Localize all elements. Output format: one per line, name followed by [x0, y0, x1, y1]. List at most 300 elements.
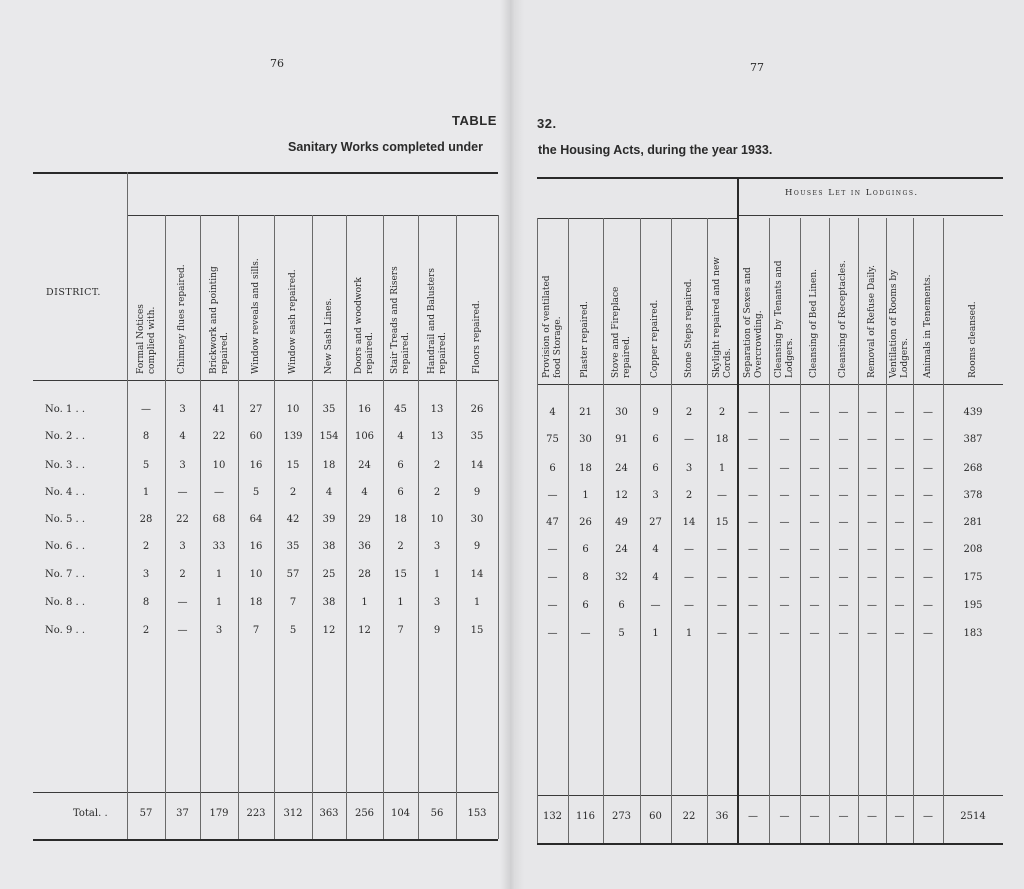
- total-top-rule-left: [33, 792, 498, 793]
- table-cell: 5: [289, 625, 297, 636]
- total-cell: —: [923, 811, 933, 822]
- table-cell: 8: [142, 431, 150, 442]
- column-divider: [671, 218, 672, 843]
- table-cell: 6: [397, 487, 404, 498]
- table-cell: 26: [470, 404, 484, 415]
- right-table-column-header: Rooms cleansed.: [967, 301, 978, 378]
- table-cell: —: [748, 407, 758, 418]
- district-row-label: No. 8 . .: [45, 597, 86, 608]
- table-cell: 2: [142, 625, 150, 636]
- table-cell: 2: [142, 541, 150, 552]
- page-number-left: 76: [270, 57, 284, 70]
- right-table-column-header: Separation of Sexes and Overcrowding.: [742, 267, 764, 378]
- table-cell: 6: [397, 460, 404, 471]
- table-cell: —: [894, 600, 905, 611]
- table-cell: 28: [139, 514, 153, 525]
- table-cell: —: [838, 463, 849, 474]
- table-cell: 29: [358, 514, 371, 525]
- table-cell: —: [809, 517, 820, 528]
- table-cell: —: [779, 517, 790, 528]
- table-cell: 27: [249, 404, 263, 415]
- table-cell: —: [580, 628, 591, 639]
- table-cell: —: [867, 600, 877, 611]
- total-cell: 2514: [960, 811, 986, 822]
- table-cell: 2: [685, 490, 693, 501]
- district-row-label: No. 9 . .: [45, 625, 86, 636]
- table-cell: 6: [618, 600, 625, 611]
- table-cell: —: [717, 600, 727, 611]
- table-cell: 3: [179, 404, 186, 415]
- table-cell: 22: [212, 431, 226, 442]
- table-cell: —: [779, 490, 790, 501]
- table-cell: 35: [470, 431, 484, 442]
- table-cell: 16: [249, 541, 263, 552]
- table-cell: 3: [179, 460, 186, 471]
- table-cell: —: [141, 404, 151, 415]
- table-cell: —: [867, 544, 877, 555]
- page-number-right: 77: [750, 61, 764, 74]
- table-cell: 9: [473, 487, 481, 498]
- table-cell: 2: [685, 407, 693, 418]
- right-table-column-header: Cleansing of Receptacles.: [838, 260, 849, 378]
- table-cell: 26: [579, 517, 592, 528]
- table-cell: 38: [322, 541, 336, 552]
- table-cell: —: [838, 407, 849, 418]
- table-cell: —: [684, 572, 694, 583]
- total-cell: 273: [611, 811, 632, 822]
- table-cell: 268: [963, 463, 983, 474]
- column-divider: [456, 215, 457, 839]
- table-cell: 38: [322, 597, 336, 608]
- table-cell: 33: [212, 541, 226, 552]
- table-cell: —: [923, 517, 933, 528]
- table-cell: 439: [963, 407, 983, 418]
- table-cell: —: [547, 572, 558, 583]
- table-cell: —: [717, 572, 727, 583]
- table-cell: 1: [361, 597, 368, 608]
- district-row-label: No. 4 . .: [45, 487, 86, 498]
- table-cell: 35: [322, 404, 336, 415]
- table-cell: 27: [649, 517, 662, 528]
- table-cell: —: [809, 600, 820, 611]
- table-cell: 35: [286, 541, 300, 552]
- table-cell: 18: [715, 434, 729, 445]
- header-bottom-rule-left: [33, 380, 498, 381]
- district-row-label: No. 3 . .: [45, 460, 86, 471]
- district-row-label: No. 2 . .: [45, 431, 86, 442]
- table-cell: 91: [615, 434, 628, 445]
- right-table-column-header: Removal of Refuse Daily.: [866, 265, 877, 378]
- table-cell: 14: [470, 569, 484, 580]
- column-divider: [346, 215, 347, 839]
- table-cell: —: [779, 628, 790, 639]
- column-divider: [200, 215, 201, 839]
- column-divider: [829, 218, 830, 843]
- table-cell: 15: [286, 460, 300, 471]
- district-heading: DISTRICT.: [46, 287, 101, 298]
- column-divider: [886, 218, 887, 843]
- table-cell: 6: [582, 600, 589, 611]
- houses-rule: [737, 215, 1003, 216]
- bottom-rule-left: [33, 839, 498, 841]
- table-cell: 154: [319, 431, 339, 442]
- table-cell: —: [684, 434, 694, 445]
- table-cell: —: [923, 600, 933, 611]
- table-cell: —: [809, 434, 820, 445]
- table-cell: —: [547, 600, 558, 611]
- left-table-column-header: New Sash Lines.: [323, 297, 334, 374]
- table-cell: —: [894, 463, 905, 474]
- table-cell: 28: [358, 569, 371, 580]
- table-cell: —: [838, 490, 849, 501]
- table-cell: 5: [252, 487, 260, 498]
- table-cell: 13: [430, 431, 444, 442]
- total-cell: —: [894, 811, 905, 822]
- table-cell: 14: [470, 460, 484, 471]
- table-cell: —: [867, 407, 877, 418]
- table-cell: 24: [358, 460, 371, 471]
- table-cell: —: [809, 572, 820, 583]
- total-cell: 22: [682, 811, 696, 822]
- total-cell: 312: [283, 808, 303, 819]
- table-cell: 30: [470, 514, 484, 525]
- total-cell: —: [809, 811, 820, 822]
- table-cell: 3: [215, 625, 223, 636]
- table-cell: 32: [615, 572, 628, 583]
- table-cell: —: [177, 597, 188, 608]
- table-cell: —: [547, 490, 558, 501]
- table-cell: 16: [249, 460, 263, 471]
- table-cell: —: [748, 490, 758, 501]
- table-cell: —: [867, 517, 877, 528]
- table-cell: —: [894, 517, 905, 528]
- table-cell: 4: [652, 572, 659, 583]
- table-cell: 12: [615, 490, 628, 501]
- left-table-column-header: Floors repaired.: [471, 300, 482, 374]
- total-cell: 153: [467, 808, 487, 819]
- table-cell: —: [748, 600, 758, 611]
- table-cell: 15: [394, 569, 407, 580]
- table-cell: 106: [354, 431, 375, 442]
- total-top-rule-right: [537, 795, 1003, 796]
- table-cell: 6: [582, 544, 589, 555]
- right-table-column-header: Animals in Tenements.: [922, 274, 933, 378]
- left-table-column-header: Doors and woodwork repaired.: [354, 277, 375, 374]
- column-divider: [913, 218, 914, 843]
- table-cell: 12: [322, 625, 336, 636]
- table-cell: 22: [176, 514, 189, 525]
- table-cell: 24: [615, 463, 628, 474]
- table-cell: —: [894, 628, 905, 639]
- table-cell: 4: [549, 407, 556, 418]
- table-cell: —: [923, 463, 933, 474]
- left-table-column-header: Formal Notices complied with.: [135, 304, 157, 374]
- table-cell: 10: [430, 514, 444, 525]
- left-table-column-header: Window reveals and sills.: [250, 258, 261, 374]
- table-cell: 3: [179, 541, 186, 552]
- total-cell: 363: [319, 808, 339, 819]
- left-table-column-header: Chimney flues repaired.: [177, 264, 188, 374]
- total-cell: 60: [649, 811, 662, 822]
- table-cell: —: [923, 572, 933, 583]
- table-cell: 3: [433, 541, 441, 552]
- column-divider: [603, 218, 604, 843]
- table-cell: —: [809, 407, 820, 418]
- table-cell: 45: [394, 404, 407, 415]
- district-row-label: No. 5 . .: [45, 514, 86, 525]
- table-cell: —: [894, 407, 905, 418]
- table-cell: —: [923, 544, 933, 555]
- table-cell: —: [214, 487, 224, 498]
- column-divider: [418, 215, 419, 839]
- table-cell: —: [809, 463, 820, 474]
- table-cell: 57: [286, 569, 300, 580]
- table-cell: 21: [579, 407, 592, 418]
- table-cell: 1: [582, 490, 589, 501]
- top-rule-right: [537, 177, 1003, 179]
- table-cell: 3: [433, 597, 441, 608]
- table-cell: 30: [615, 407, 628, 418]
- column-divider: [312, 215, 313, 839]
- table-cell: 4: [652, 544, 659, 555]
- header-bottom-rule-right: [537, 384, 1003, 385]
- table-cell: —: [809, 490, 820, 501]
- table-cell: —: [717, 490, 727, 501]
- table-cell: —: [748, 434, 758, 445]
- table-cell: —: [650, 600, 661, 611]
- table-cell: 6: [652, 434, 659, 445]
- table-cell: —: [684, 544, 694, 555]
- table-cell: 4: [361, 487, 368, 498]
- table-cell: 175: [963, 572, 983, 583]
- table-title-left: TABLE: [452, 113, 497, 128]
- left-table-column-header: Brickwork and pointing repaired.: [208, 266, 230, 374]
- table-cell: —: [923, 407, 933, 418]
- table-cell: —: [838, 600, 849, 611]
- column-divider: [640, 218, 641, 843]
- table-cell: 68: [212, 514, 226, 525]
- table-cell: —: [748, 572, 758, 583]
- table-cell: —: [177, 625, 188, 636]
- total-cell: 179: [209, 808, 229, 819]
- table-cell: —: [894, 544, 905, 555]
- table-cell: 5: [618, 628, 625, 639]
- table-cell: 42: [286, 514, 300, 525]
- table-cell: 15: [715, 517, 729, 528]
- table-cell: —: [779, 434, 790, 445]
- table-cell: —: [547, 544, 558, 555]
- table-cell: 2: [433, 460, 441, 471]
- table-cell: 1: [652, 628, 659, 639]
- table-cell: 9: [652, 407, 659, 418]
- table-cell: 10: [286, 404, 300, 415]
- table-cell: 8: [582, 572, 589, 583]
- table-cell: 30: [579, 434, 592, 445]
- table-cell: —: [748, 517, 758, 528]
- table-subtitle-right: the Housing Acts, during the year 1933.: [538, 143, 773, 157]
- table-cell: 6: [652, 463, 659, 474]
- total-cell: 223: [246, 808, 266, 819]
- table-title-right: 32.: [537, 116, 557, 131]
- houses-let-heading: Houses Let in Lodgings.: [785, 188, 919, 198]
- table-cell: 47: [546, 517, 559, 528]
- column-divider: [943, 218, 944, 843]
- column-divider: [800, 218, 801, 843]
- column-divider: [568, 218, 569, 843]
- column-divider: [858, 218, 859, 843]
- table-cell: —: [717, 628, 727, 639]
- table-cell: 183: [963, 628, 983, 639]
- left-table-column-header: Window sash repaired.: [287, 269, 298, 374]
- table-cell: 1: [433, 569, 441, 580]
- table-cell: 139: [283, 431, 303, 442]
- table-cell: —: [779, 572, 790, 583]
- table-cell: 1: [685, 628, 693, 639]
- table-cell: 5: [142, 460, 150, 471]
- table-cell: —: [177, 487, 188, 498]
- table-cell: 4: [397, 431, 404, 442]
- table-cell: —: [838, 434, 849, 445]
- table-cell: —: [838, 517, 849, 528]
- table-cell: 1: [718, 463, 726, 474]
- table-cell: —: [867, 490, 877, 501]
- table-subtitle-left: Sanitary Works completed under: [288, 140, 483, 154]
- left-table-column-header: Handrail and Balusters repaired.: [426, 268, 448, 374]
- district-row-label: No. 1 . .: [45, 404, 86, 415]
- table-cell: 2: [718, 407, 726, 418]
- table-cell: 1: [215, 597, 223, 608]
- table-cell: 16: [358, 404, 371, 415]
- table-cell: 3: [652, 490, 659, 501]
- right-table-column-header: Plaster repaired.: [580, 301, 591, 378]
- table-cell: 4: [179, 431, 186, 442]
- table-cell: —: [779, 600, 790, 611]
- table-cell: 41: [212, 404, 226, 415]
- table-cell: 10: [249, 569, 263, 580]
- table-cell: 2: [397, 541, 404, 552]
- table-cell: 25: [322, 569, 336, 580]
- table-cell: —: [748, 628, 758, 639]
- table-cell: —: [867, 463, 877, 474]
- right-table-column-header: Skylight repaired and new Cords.: [711, 257, 733, 378]
- right-table-column-header: Cleansing of Bed Linen.: [809, 269, 820, 378]
- right-table-column-header: Stone Steps repaired.: [683, 278, 694, 378]
- table-cell: 64: [249, 514, 263, 525]
- table-cell: 387: [963, 434, 983, 445]
- total-row-label: Total. .: [73, 808, 108, 819]
- table-cell: —: [809, 628, 820, 639]
- table-cell: 49: [615, 517, 628, 528]
- table-cell: 24: [615, 544, 628, 555]
- total-cell: 37: [176, 808, 189, 819]
- table-cell: —: [838, 628, 849, 639]
- table-cell: 1: [215, 569, 223, 580]
- right-table-column-header: Copper repaired.: [650, 299, 661, 378]
- table-cell: —: [779, 544, 790, 555]
- total-cell: 57: [139, 808, 153, 819]
- table-cell: —: [923, 490, 933, 501]
- table-cell: —: [867, 572, 877, 583]
- total-cell: —: [748, 811, 758, 822]
- district-row-label: No. 7 . .: [45, 569, 86, 580]
- column-divider: [274, 215, 275, 839]
- table-cell: —: [838, 572, 849, 583]
- total-cell: 116: [575, 811, 596, 822]
- table-cell: 6: [549, 463, 556, 474]
- total-cell: —: [838, 811, 849, 822]
- right-table-column-header: Stove and Fireplace repaired.: [611, 286, 632, 378]
- table-cell: —: [894, 490, 905, 501]
- table-cell: 3: [685, 463, 693, 474]
- table-cell: 4: [325, 487, 333, 498]
- table-cell: 2: [433, 487, 441, 498]
- table-cell: —: [894, 434, 905, 445]
- book-gutter: [500, 0, 524, 889]
- total-cell: 256: [354, 808, 375, 819]
- table-cell: —: [748, 463, 758, 474]
- table-cell: 1: [473, 597, 481, 608]
- column-divider: [165, 215, 166, 839]
- table-cell: —: [867, 434, 877, 445]
- total-cell: 56: [430, 808, 444, 819]
- left-table-column-header: Stair Treads and Risers repaired.: [390, 266, 411, 374]
- total-cell: 36: [715, 811, 729, 822]
- table-cell: 60: [249, 431, 263, 442]
- table-cell: 2: [289, 487, 297, 498]
- table-cell: 36: [358, 541, 371, 552]
- table-cell: 14: [682, 517, 696, 528]
- total-cell: —: [779, 811, 790, 822]
- column-divider: [498, 215, 499, 839]
- table-cell: 378: [963, 490, 983, 501]
- table-cell: 9: [473, 541, 481, 552]
- total-cell: —: [867, 811, 877, 822]
- table-cell: 18: [249, 597, 263, 608]
- table-cell: —: [838, 544, 849, 555]
- table-cell: 18: [394, 514, 407, 525]
- table-cell: 13: [430, 404, 444, 415]
- table-cell: 195: [963, 600, 983, 611]
- column-divider: [537, 218, 538, 843]
- table-cell: —: [748, 544, 758, 555]
- column-divider: [737, 177, 739, 843]
- table-cell: —: [923, 628, 933, 639]
- table-cell: 1: [142, 487, 150, 498]
- total-cell: 104: [390, 808, 411, 819]
- table-cell: 39: [322, 514, 336, 525]
- column-divider: [769, 218, 770, 843]
- table-cell: —: [894, 572, 905, 583]
- column-divider: [383, 215, 384, 839]
- total-cell: 132: [542, 811, 563, 822]
- table-cell: 8: [142, 597, 150, 608]
- table-cell: —: [779, 463, 790, 474]
- bottom-rule-right: [537, 843, 1003, 845]
- district-row-label: No. 6 . .: [45, 541, 86, 552]
- right-table-column-header: Provision of ventilated food Storage.: [542, 275, 563, 378]
- column-divider: [707, 218, 708, 843]
- table-cell: 7: [397, 625, 404, 636]
- table-cell: 12: [358, 625, 371, 636]
- column-divider: [127, 172, 128, 839]
- table-cell: —: [809, 544, 820, 555]
- table-cell: —: [684, 600, 694, 611]
- table-cell: 3: [142, 569, 150, 580]
- table-cell: 15: [470, 625, 484, 636]
- table-cell: —: [867, 628, 877, 639]
- table-cell: —: [779, 407, 790, 418]
- table-cell: 2: [179, 569, 186, 580]
